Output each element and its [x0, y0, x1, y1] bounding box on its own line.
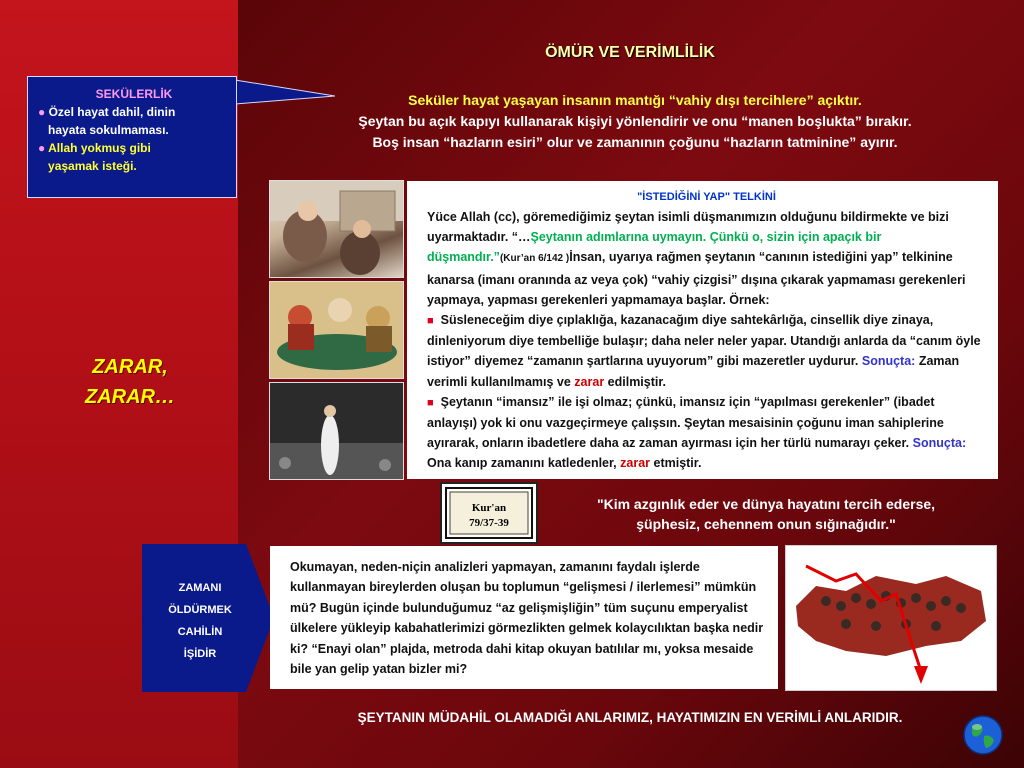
verse-quote-block: "Kim azgınlık eder ve dünya hayatını tercih ederse, şüphesiz, cehennem onun sığınağıdır.": [596, 496, 936, 532]
intro-text: [275, 90, 995, 153]
arrow-label: ZAMANI ÖLDÜRMEK CAHİLİN İŞİDİR: [168, 582, 232, 660]
example-item-2: ■ Şeytanın “imansız” ile işi olmaz; çünkü, imansız için “yapılması gerekenler” (ibadet anlayışı) yok ki onu vazgeçirmeye çalışsın. Şeytan mesaisinin çoğunu iman sahiplerine ayırarak, onların ibadetlere daha az zaman ayırması için her türlü numarayı çeker. Sonuçta: Ona kanıp zamanını katledenler, zarar etmiştir.: [427, 394, 967, 471]
main-text-box: [407, 181, 998, 479]
crowd-map-image: [785, 545, 997, 691]
secular-item-2: ● Allah yokmuş gibi yaşamak isteği.: [38, 141, 151, 173]
footer-text: ŞEYTANIN MÜDAHİL OLAMADIĞI ANLARIMIZ, HAYATIMIZIN EN VERİMLİ ANLARIDIR.: [357, 710, 903, 725]
zarar-label: ZARAR, ZARAR…: [85, 356, 175, 408]
example-item-1: ■ Süsleneceğim diye çıplaklığa, kazanacağım diye sahtekârlığa, cinsellik diye zinaya, dinleniyorum diye tembelliğe bulaşır; daha neler neler yapar. Utandığı anlarda da “canım öyle istiyor” diyemez “zamanın şartlarına uyuyorum” gibi mazeretler uydurur. Sonuçta: Zaman verimli kullanılmamış ve zarar edilmiştir.: [427, 313, 981, 389]
quran-label: Kur'an: [471, 502, 507, 514]
secular-box: [27, 76, 237, 198]
square-bullet-icon: ■: [427, 396, 434, 409]
verse-quote: Şeytanın adımlarına uymayın. Çünkü o, sizin için apaçık bir düşmandır.”: [427, 230, 882, 265]
main-box-title: "İSTEDİĞİNİ YAP" TELKİNİ: [637, 191, 776, 203]
bullet-icon: ●: [38, 105, 46, 119]
secular-title: SEKÜLERLİK: [95, 87, 173, 101]
quran-book-icon: [440, 482, 538, 544]
fashion-show-photo: [269, 382, 404, 480]
main-paragraph: Yüce Allah (cc), göremediğimiz şeytan isimli düşmanımızın olduğunu bildirmekte ve bizi uyarmaktadır. “…Şeytanın adımlarına uymayın. Çünkü o, sizin için apaçık bir düşmandır.”(Kur’an 6/142 )İnsan, uyarıya rağmen şeytanın “canının istediğini yap” telkinine kanarsa (imanı oranında az veya çok) “vahiy çizgisi” dışına çıkarak yapmaması gerekenleri yapmaya, yapması gerekenleri yapmamaya başlar. Örnek:: [427, 210, 966, 307]
salon-photo: [269, 180, 404, 278]
photo-column: [269, 180, 404, 483]
verse-reference: (Kur’an 6/142 ): [499, 253, 570, 265]
intro-line-2: Şeytan bu açık kapıyı kullanarak kişiyi yönlendirir ve onu “manen boşlukta” bırakır.: [358, 113, 912, 129]
bottom-text-box: Okumayan, neden-niçin analizleri yapmayan, zamanını faydalı işlerde kullanmayan bireylerden oluşan bu toplumun “gelişmesi / ilerlemesi” mümkün mü? Bugün içinde bulunduğumuz “az gelişmişliğin” tüm suçunu emperyalist ülkelere yükleyip kabahatlerimizi görmezlikten gelmek kolaycılıktan başka nedir ki? “Enayi olan” plajda, metroda dahi kitap okuyan batılılar mı, yoksa mesaide bile yan gelip yatan bizler mi?: [270, 546, 778, 689]
bullet-icon: ●: [38, 141, 46, 155]
globe-icon[interactable]: [962, 714, 1004, 756]
intro-line-3: Boş insan “hazların esiri” olur ve zamanının çoğunu “hazların tatminine” ayırır.: [372, 134, 898, 150]
page-title: ÖMÜR VE VERİMLİLİK: [545, 44, 715, 61]
card-game-painting: [269, 281, 404, 379]
quran-ref: 79/37-39: [469, 517, 509, 529]
intro-line-1: Seküler hayat yaşayan insanın mantığı “vahiy dışı tercihlere” açıktır.: [408, 92, 862, 108]
secular-item-1: ● Özel hayat dahil, dinin hayata sokulmaması.: [38, 105, 176, 137]
square-bullet-icon: ■: [427, 315, 434, 328]
